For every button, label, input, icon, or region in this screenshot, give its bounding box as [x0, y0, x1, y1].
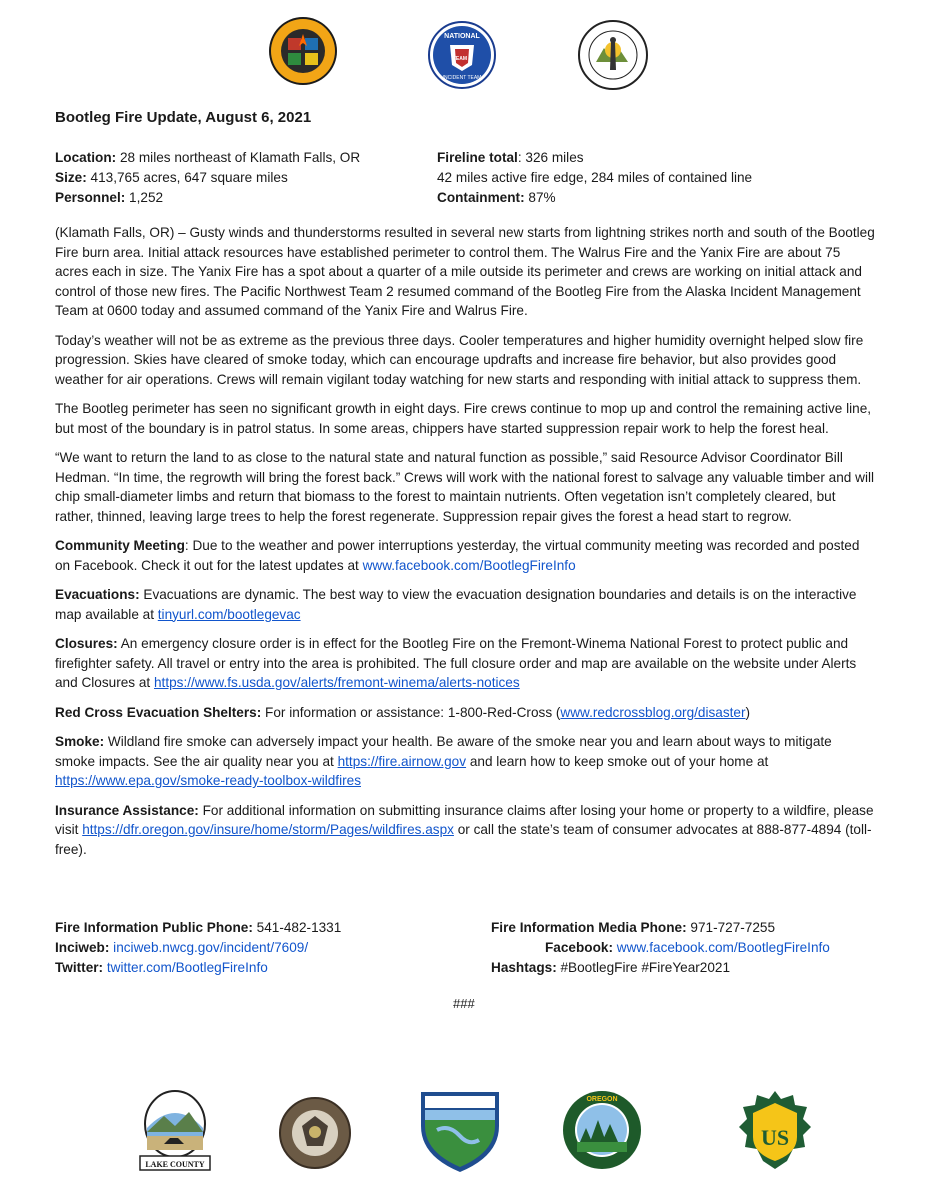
size-label: Size: — [55, 170, 87, 185]
evacuations-text: Evacuations are dynamic. The best way to view the evacuation designation boundaries and details is on the interactive map available at — [55, 587, 857, 622]
insurance-link[interactable]: https://dfr.oregon.gov/insure/home/storm/Pages/wildfires.aspx — [82, 822, 454, 837]
airnow-link[interactable]: https://fire.airnow.gov — [337, 753, 467, 769]
lake-county-logo — [134, 1088, 216, 1174]
lake-county-label: LAKE COUNTY — [145, 1160, 205, 1169]
media-phone-label: Fire Information Media Phone: — [491, 920, 687, 935]
red-cross-label: Red Cross Evacuation Shelters: — [55, 704, 262, 720]
fs-mark-text: US — [760, 1125, 790, 1150]
size-value: 413,765 acres, 647 square miles — [86, 170, 288, 185]
facts-left — [55, 148, 360, 208]
community-meeting — [55, 536, 875, 575]
hashtags-value: #BootlegFire #FireYear2021 — [556, 960, 731, 975]
page-title: Bootleg Fire Update, August 6, 2021 — [55, 109, 312, 126]
size-row — [55, 168, 360, 188]
location-value: 28 miles northeast of Klamath Falls, OR — [116, 150, 361, 165]
paragraph-new-starts: (Klamath Falls, OR) – Gusty winds and thunderstorms resulted in several new starts from lightning strikes north and south of the Bootleg Fire burn area. Initial attack resources have established perimeter to control them. The Walrus Fire and the Yanix Fire are about 75 acres each in size. The Yanix Fire has a spot about a quarter of a mile outside its perimeter and crews are working on initial attack and control of those new fires. The Pacific Northwest Team 2 resumed command of the Bootleg Fire from the Alaska Incident Management Team at 0600 today and assumed command of the Yanix Fire and Walrus Fire. — [55, 225, 875, 318]
end-mark: ### — [453, 996, 475, 1011]
twitter-label: Twitter: — [55, 960, 104, 975]
smoke-label: Smoke: — [55, 734, 105, 749]
evacuations — [55, 585, 875, 624]
community-text: : Due to the weather and power interruptions yesterday, the virtual community meeting was recorded and posted on Facebook. Check it out for the latest updates at — [55, 538, 860, 573]
fireline-value: : 326 miles — [517, 150, 584, 165]
personnel-row — [55, 188, 360, 208]
oregon-dept-forestry-logo — [562, 1090, 642, 1170]
closures-text: An emergency closure order is in effect for the Bootleg Fire on the Fremont-Winema National Forest to protect public and firefighter safety. All travel or entry into the area is prohibited. The full closure order and map are available on the website under Alerts and Closures at — [55, 636, 857, 690]
forest-service-logo — [737, 1089, 813, 1173]
insurance-text-2: or call the state’s team of consumer advocates at 888-877-4894 (toll-free). — [55, 822, 872, 857]
containment-row — [437, 188, 752, 208]
blm-logo — [419, 1090, 501, 1174]
contacts-left — [55, 918, 341, 978]
community-label: Community Meeting — [55, 538, 185, 553]
facts-right — [437, 148, 752, 208]
smoke — [55, 732, 875, 791]
epa-smoke-link[interactable]: https://www.epa.gov/smoke-ready-toolbox-wildfires — [55, 773, 361, 788]
red-cross-link[interactable]: www.redcrossblog.org/disaster — [560, 704, 746, 720]
insurance-text-1: For additional information on submitting insurance claims after losing your home or property to a wildfire, please visit — [55, 802, 874, 837]
inciweb-row — [55, 938, 341, 958]
red-cross — [55, 703, 875, 723]
paragraph-perimeter: The Bootleg perimeter has seen no significant growth in eight days. Fire crews continue to mop up and control the remaining active line, but most of the boundary is in patrol status. In some areas, chippers have started suppression repair work to help the forest heal. — [55, 401, 872, 436]
insurance — [55, 801, 875, 860]
hashtags-row — [491, 958, 830, 978]
smoke-text-2: and learn how to keep smoke out of your home at — [466, 753, 769, 769]
active-line-row: 42 miles active fire edge, 284 miles of contained line — [437, 170, 753, 185]
public-phone-row — [55, 918, 341, 938]
inciweb-link[interactable]: inciweb.nwcg.gov/incident/7609/ — [113, 940, 309, 955]
klamath-county-em-logo — [278, 1096, 352, 1170]
nit-bottom-text: INCIDENT TEAM — [442, 75, 482, 81]
red-cross-suffix: ) — [745, 704, 751, 720]
media-phone-value: 971-727-7255 — [686, 920, 776, 935]
inciweb-label: Inciweb: — [55, 940, 110, 955]
red-cross-text: For information or assistance: 1-800-Red-Cross ( — [261, 704, 561, 720]
location-row — [55, 148, 360, 168]
odf-top-text: OREGON — [586, 1096, 618, 1103]
paragraph-quote: “We want to return the land to as close to the natural state and natural function as possible,” said Resource Advisor Coordinator Bill Hedman. “In time, the regrowth will bring the forest back.” Crews will work with the national forest to salvage any valuable timber and will chip small-diameter limbs and return that biomass to the forest to maintain nutrients. Often vegetation isn’t completely cleared, but rather, thinned, leaving large trees to help the forest regenerate. Suppression repair gives the forest a head start to regrow. — [55, 450, 875, 524]
paragraph-weather: Today’s weather will not be as extreme as the previous three days. Cooler temperatures and higher humidity overnight helped slow fire progression. Skies have cleared of smoke today, which can encourage updrafts and increase fire behavior, but also provides good weather for air operations. Crews will remain vigilant today watching for new starts and responding with initial attack to suppress them. — [55, 332, 864, 387]
closures-link[interactable]: https://www.fs.usda.gov/alerts/fremont-winema/alerts-notices — [154, 675, 520, 690]
facebook-row — [491, 938, 830, 958]
fireline-label: Fireline total — [437, 150, 518, 165]
media-phone-row — [491, 918, 830, 938]
hashtags-label: Hashtags: — [491, 960, 557, 975]
public-phone-label: Fire Information Public Phone: — [55, 920, 253, 935]
oregon-national-guard-logo — [578, 20, 648, 90]
public-phone-value: 541-482-1331 — [252, 920, 342, 935]
containment-label: Containment: — [437, 190, 525, 205]
facebook-link[interactable]: www.facebook.com/BootlegFireInfo — [616, 940, 830, 955]
contacts-right — [491, 918, 830, 978]
personnel-label: Personnel: — [55, 190, 126, 205]
insurance-label: Insurance Assistance: — [55, 802, 199, 818]
containment-value: 87% — [524, 190, 556, 205]
nit-team-text: TEAM 2 — [452, 56, 472, 62]
facebook-label: Facebook: — [545, 940, 613, 955]
closures — [55, 634, 875, 693]
location-label: Location: — [55, 150, 117, 165]
scofmp-logo — [268, 16, 338, 86]
fireline-row — [437, 148, 752, 168]
personnel-value: 1,252 — [125, 190, 164, 205]
twitter-link[interactable]: twitter.com/BootlegFireInfo — [106, 960, 268, 975]
twitter-row — [55, 958, 341, 978]
evacuations-label: Evacuations: — [55, 587, 140, 602]
community-facebook-link[interactable]: www.facebook.com/BootlegFireInfo — [362, 557, 576, 573]
closures-label: Closures: — [55, 636, 118, 651]
nit-top-text: NATIONAL — [444, 33, 480, 40]
update-body — [55, 223, 875, 869]
smoke-text-1: Wildland fire smoke can adversely impact your health. Be aware of the smoke near you and learn about ways to mitigate smoke impacts. See the air quality near you at — [55, 734, 832, 769]
national-incident-team-logo — [428, 21, 496, 89]
evacuation-map-link[interactable]: tinyurl.com/bootlegevac — [157, 606, 301, 622]
